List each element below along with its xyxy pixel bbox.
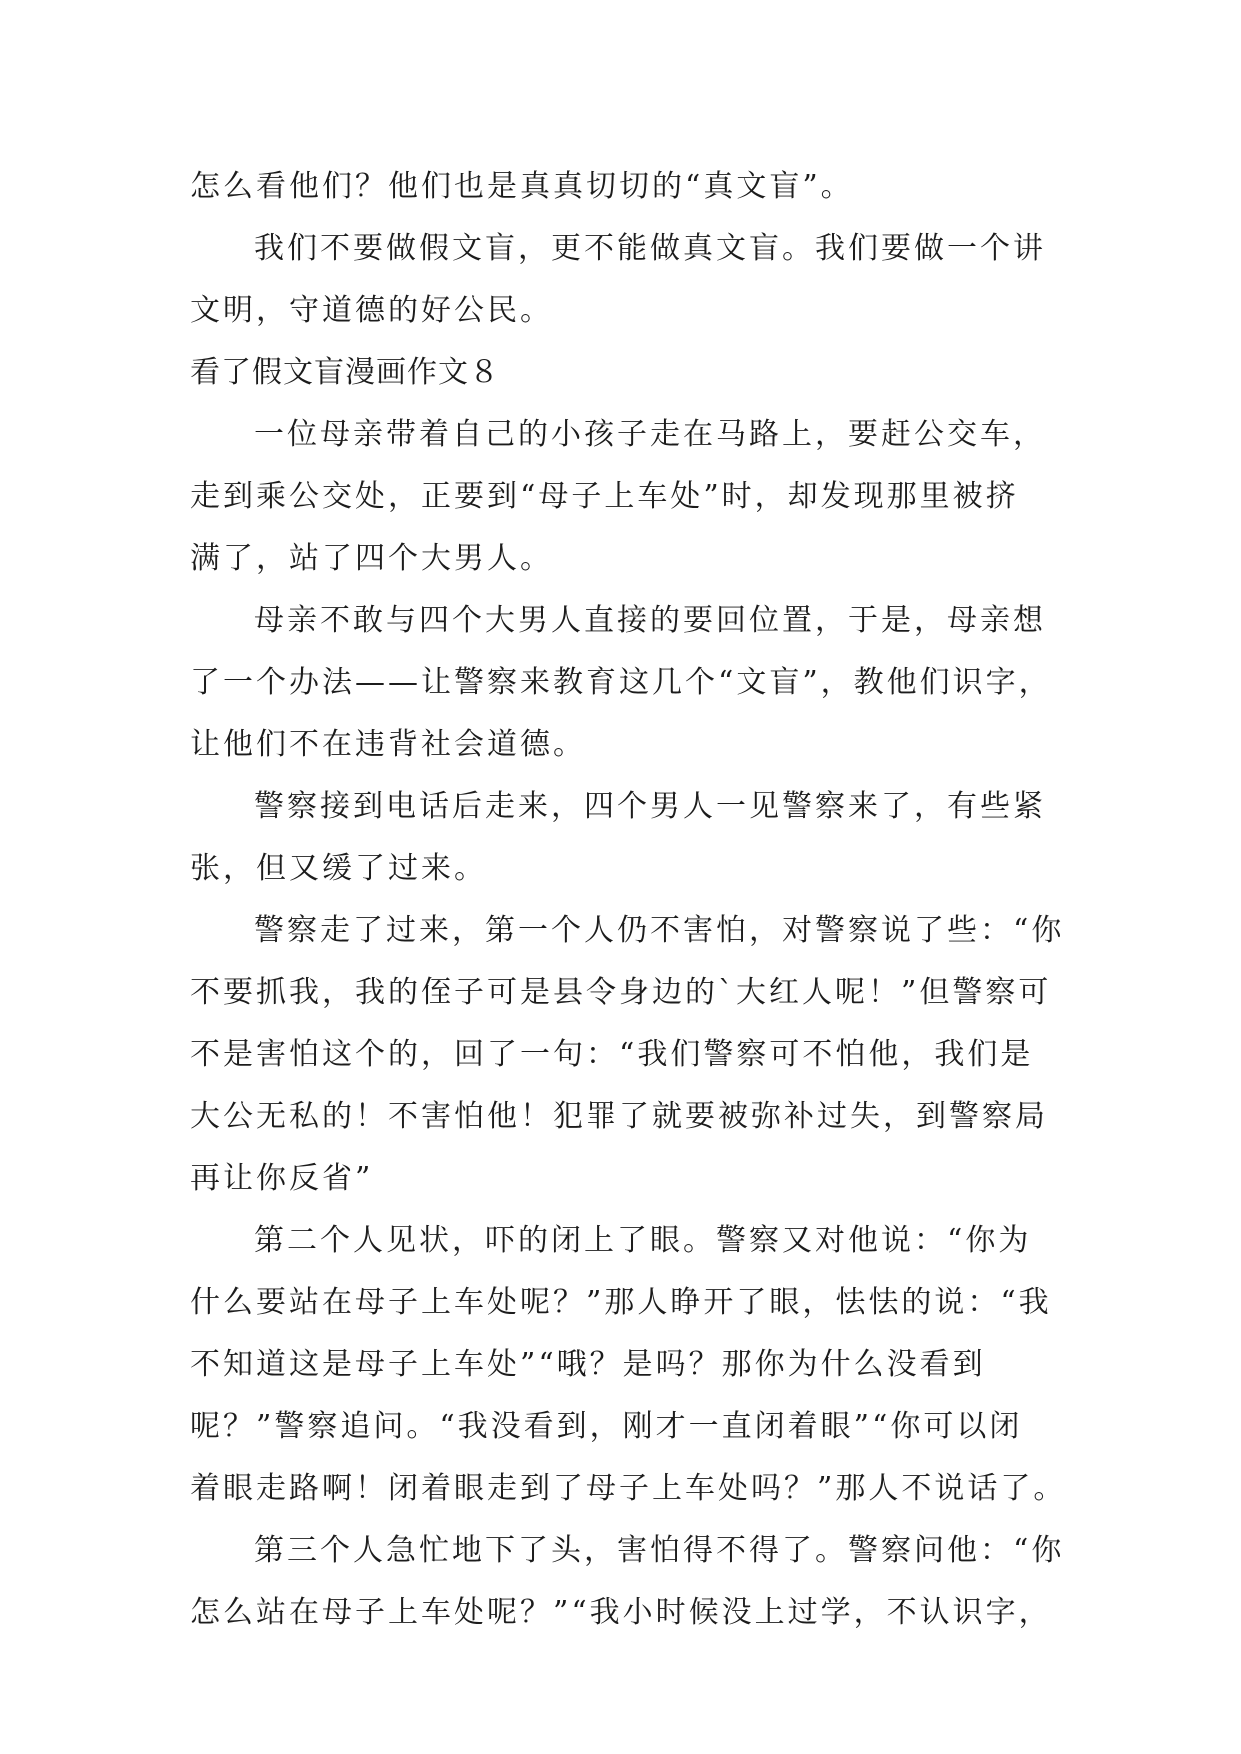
text-line: 怎么站在母子上车处呢？”“我小时候没上过学，不认识字， (190, 1595, 1052, 1630)
document-body (190, 156, 1067, 1644)
text-line: 呢？”警察追问。“我没看到，刚才一直闭着眼”“你可以闭 (190, 1409, 1023, 1444)
text-line: 大公无私的！不害怕他！犯罪了就要被弥补过失，到警察局 (190, 1099, 1048, 1134)
paragraph-start-line: 第三个人急忙地下了头，害怕得不得了。警察问他：“你 (254, 1533, 1065, 1568)
text-line: 文明，守道德的好公民。 (190, 293, 553, 328)
text-line: 张，但又缓了过来。 (190, 851, 487, 886)
text-line: 不要抓我，我的侄子可是县令身边的`大红人呢！”但警察可 (190, 975, 1052, 1010)
text-line: 不是害怕这个的，回了一句：“我们警察可不怕他，我们是 (190, 1037, 1034, 1072)
section-heading: 看了假文盲漫画作文８ (190, 355, 500, 390)
text-line: 再让你反省” (190, 1161, 374, 1196)
paragraph-start-line: 母亲不敢与四个大男人直接的要回位置，于是，母亲想 (254, 603, 1046, 638)
paragraph-start-line: 警察接到电话后走来，四个男人一见警察来了，有些紧 (254, 789, 1046, 824)
text-line: 着眼走路啊！闭着眼走到了母子上车处吗？”那人不说话了。 (190, 1471, 1067, 1506)
text-line: 怎么看他们？他们也是真真切切的“真文盲”。 (190, 169, 854, 204)
text-line: 不知道这是母子上车处”“哦？是吗？那你为什么没看到 (190, 1347, 986, 1382)
paragraph-start-line: 第二个人见状，吓的闭上了眼。警察又对他说：“你为 (254, 1223, 1032, 1258)
text-line: 走到乘公交处，正要到“母子上车处”时，却发现那里被挤 (190, 479, 1019, 514)
paragraph-start-line: 我们不要做假文盲，更不能做真文盲。我们要做一个讲 (254, 231, 1046, 266)
text-line: 让他们不在违背社会道德。 (190, 727, 586, 762)
paragraph-start-line: 警察走了过来，第一个人仍不害怕，对警察说了些：“你 (254, 913, 1065, 948)
text-line: 了一个办法——让警察来教育这几个“文盲”，教他们识字， (190, 665, 1052, 700)
paragraph-start-line: 一位母亲带着自己的小孩子走在马路上，要赶公交车， (254, 417, 1046, 452)
text-line: 什么要站在母子上车处呢？”那人睁开了眼，怯怯的说：“我 (190, 1285, 1052, 1320)
text-line: 满了，站了四个大男人。 (190, 541, 553, 576)
